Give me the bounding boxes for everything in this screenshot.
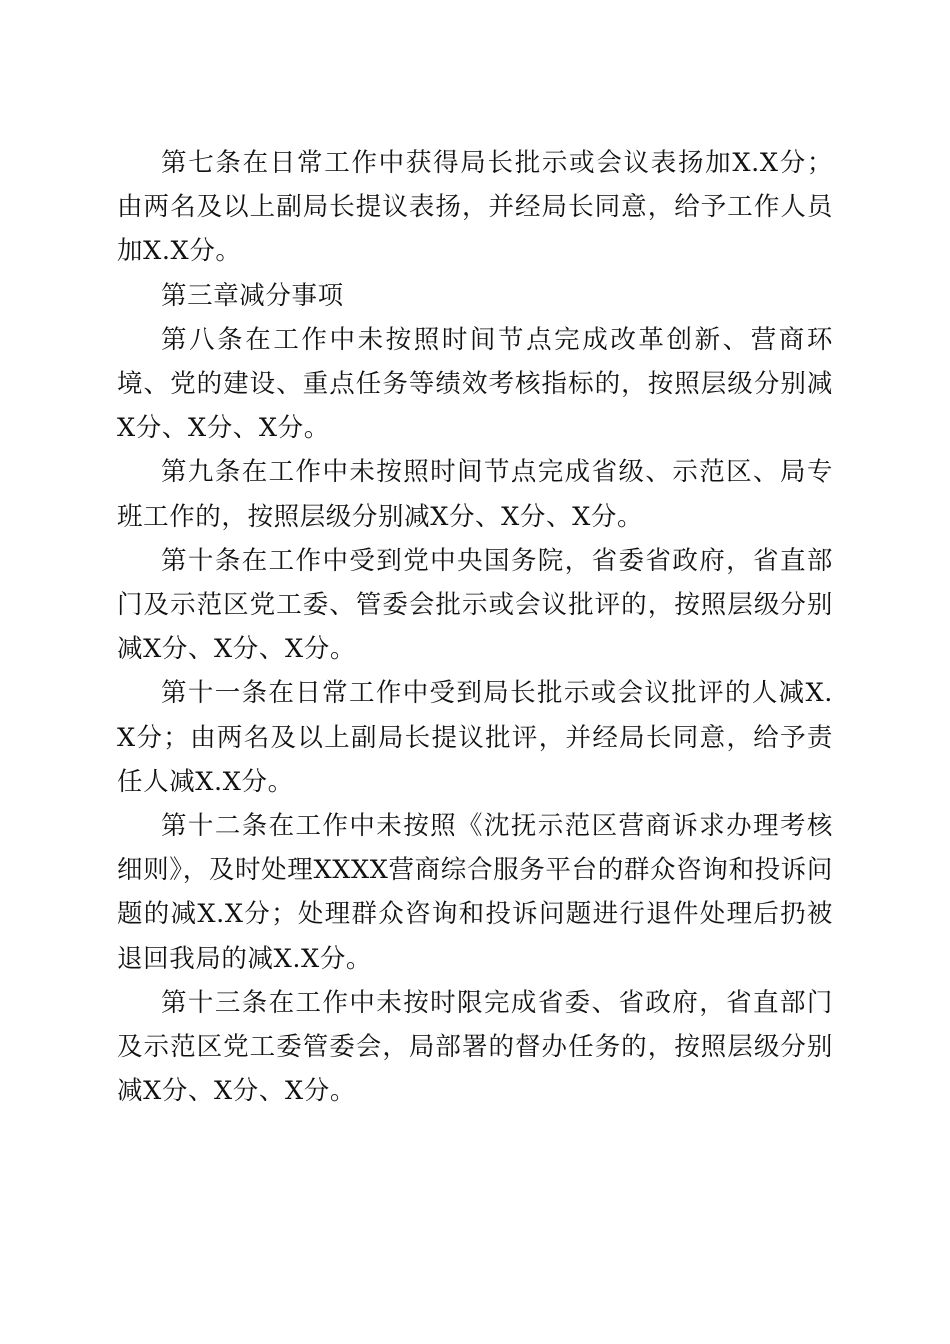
article-11: 第十一条在日常工作中受到局长批示或会议批评的人减X.X分；由两名及以上副局长提议批评，并经局长同意，给予责任人减X.X分。 [117, 678, 833, 797]
document-body [117, 141, 833, 1113]
article-9: 第九条在工作中未按照时间节点完成省级、示范区、局专班工作的，按照层级分别减X分、X分、X分。 [117, 457, 833, 532]
chapter-3-heading: 第三章减分事项 [161, 280, 344, 311]
article-7: 第七条在日常工作中获得局长批示或会议表扬加X.X分；由两名及以上副局长提议表扬，并经局长同意，给予工作人员加X.X分。 [117, 148, 833, 267]
article-8: 第八条在工作中未按照时间节点完成改革创新、营商环境、党的建设、重点任务等绩效考核指标的，按照层级分别减X分、X分、X分。 [117, 324, 833, 444]
article-10: 第十条在工作中受到党中央国务院，省委省政府，省直部门及示范区党工委、管委会批示或会议批评的，按照层级分别减X分、X分、X分。 [117, 545, 833, 665]
article-12: 第十二条在工作中未按照《沈抚示范区营商诉求办理考核细则》，及时处理XXXX营商综合服务平台的群众咨询和投诉问题的减X.X分；处理群众咨询和投诉问题进行退件处理后扔被退回我局的减X.X分。 [117, 811, 833, 974]
article-13: 第十三条在工作中未按时限完成省委、省政府，省直部门及示范区党工委管委会，局部署的督办任务的，按照层级分别减X分、X分、X分。 [117, 987, 833, 1107]
